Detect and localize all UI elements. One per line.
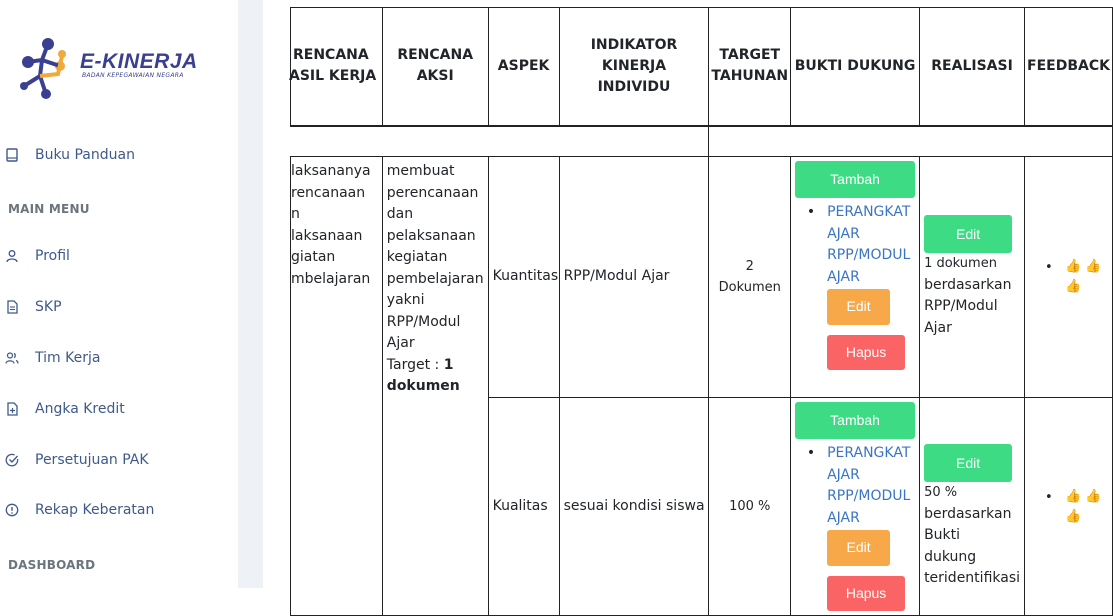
hapus-bukti-button[interactable]: Hapus: [827, 335, 905, 370]
alert-circle-icon: [5, 503, 19, 517]
file-plus-icon: [5, 402, 19, 416]
bullet: •: [806, 445, 816, 461]
header-rencana-hasil-kerja: RENCANA ASIL KERJA: [291, 8, 383, 126]
bullet: •: [1045, 489, 1053, 505]
hapus-bukti-button[interactable]: Hapus: [827, 576, 905, 611]
dashboard-header: DASHBOARD: [8, 558, 96, 572]
skp-table-wrapper[interactable]: [290, 7, 1113, 616]
header-rencana-aksi: RENCANA AKSI: [382, 8, 488, 126]
bukti-dukung-cell: [791, 398, 920, 616]
aspek-cell: Kuantitas: [488, 157, 559, 398]
sidebar-item-label: Angka Kredit: [35, 401, 125, 417]
bullet: •: [806, 204, 816, 220]
main-menu-header: MAIN MENU: [8, 202, 90, 216]
target-cell: 2 Dokumen: [709, 157, 791, 398]
table-row: [291, 157, 1113, 398]
table-spacer-row: [291, 126, 1113, 157]
bukti-dukung-cell: [791, 157, 920, 398]
bullet: •: [1045, 260, 1053, 275]
rencana-aksi-cell: membuat perencanaan dan pelaksanaan kegiatan pembelajaran yakni RPP/Modul Ajar Target : 1 dokumen: [382, 157, 488, 616]
check-circle-icon: [5, 453, 19, 467]
header-indikator-kinerja: INDIKATOR KINERJA INDIVIDU: [559, 8, 709, 126]
bukti-link[interactable]: PERANGKAT AJAR RPP/MODUL AJAR: [827, 204, 911, 285]
main-content: [263, 0, 1113, 601]
skp-table: [290, 7, 1113, 616]
document-icon: [5, 300, 19, 314]
sidebar-item-buku-panduan[interactable]: [0, 140, 238, 170]
sidebar-item-label: Buku Panduan: [35, 147, 135, 163]
sidebar-item-label: Rekap Keberatan: [35, 502, 155, 518]
feedback-cell: [1025, 157, 1113, 398]
user-icon: [5, 249, 19, 263]
edit-bukti-button[interactable]: Edit: [827, 530, 890, 566]
sidebar: [0, 0, 238, 588]
app-logo[interactable]: [18, 36, 208, 100]
sidebar-item-rekap-keberatan[interactable]: [0, 495, 238, 525]
sidebar-item-label: Profil: [35, 248, 70, 264]
bukti-link[interactable]: PERANGKAT AJAR RPP/MODUL AJAR: [827, 445, 911, 526]
header-realisasi: REALISASI: [920, 8, 1025, 126]
sidebar-item-label: SKP: [35, 299, 62, 315]
realisasi-cell: Edit 50 % berdasarkan Bukti dukung teridentifikasi: [920, 398, 1025, 616]
book-icon: [5, 148, 19, 162]
header-feedback: FEEDBACK: [1025, 8, 1113, 126]
header-aspek: ASPEK: [488, 8, 559, 126]
indikator-cell: RPP/Modul Ajar: [559, 157, 709, 398]
sidebar-item-tim-kerja[interactable]: [0, 343, 238, 373]
thumbs-up-feedback: 👍 👍 👍: [1065, 488, 1102, 524]
target-cell: 100 %: [709, 398, 791, 616]
edit-realisasi-button[interactable]: Edit: [924, 215, 1012, 253]
sidebar-item-label: Persetujuan PAK: [35, 452, 149, 468]
tambah-bukti-button[interactable]: Tambah: [795, 402, 915, 439]
aspek-cell: Kualitas: [488, 398, 559, 616]
realisasi-cell: Edit 1 dokumen berdasarkan RPP/Modul Ajar: [920, 157, 1025, 398]
header-bukti-dukung: BUKTI DUKUNG: [791, 8, 920, 126]
table-header-row: [291, 8, 1113, 126]
logo-mark-icon: [18, 36, 78, 100]
users-icon: [5, 351, 19, 365]
sidebar-item-profil[interactable]: [0, 241, 238, 271]
edit-realisasi-button[interactable]: Edit: [924, 444, 1012, 482]
logo-subtitle: BADAN KEPEGAWAIAN NEGARA: [82, 72, 184, 79]
edit-bukti-button[interactable]: Edit: [827, 289, 890, 325]
feedback-cell: [1025, 398, 1113, 616]
sidebar-item-angka-kredit[interactable]: [0, 394, 238, 424]
logo-title: E-KINERJA: [80, 50, 198, 73]
thumbs-up-feedback: 👍 👍 👍: [1065, 259, 1102, 294]
layout-gutter: [238, 0, 263, 588]
sidebar-item-label: Tim Kerja: [35, 350, 101, 366]
rencana-hasil-kerja-cell: laksananya rencanaan n laksanaan giatan mbelajaran: [291, 157, 383, 616]
sidebar-item-skp[interactable]: [0, 292, 238, 322]
indikator-cell: sesuai kondisi siswa: [559, 398, 709, 616]
header-target-tahunan: TARGET TAHUNAN: [709, 8, 791, 126]
tambah-bukti-button[interactable]: Tambah: [795, 161, 915, 198]
sidebar-item-persetujuan-pak[interactable]: [0, 445, 238, 475]
